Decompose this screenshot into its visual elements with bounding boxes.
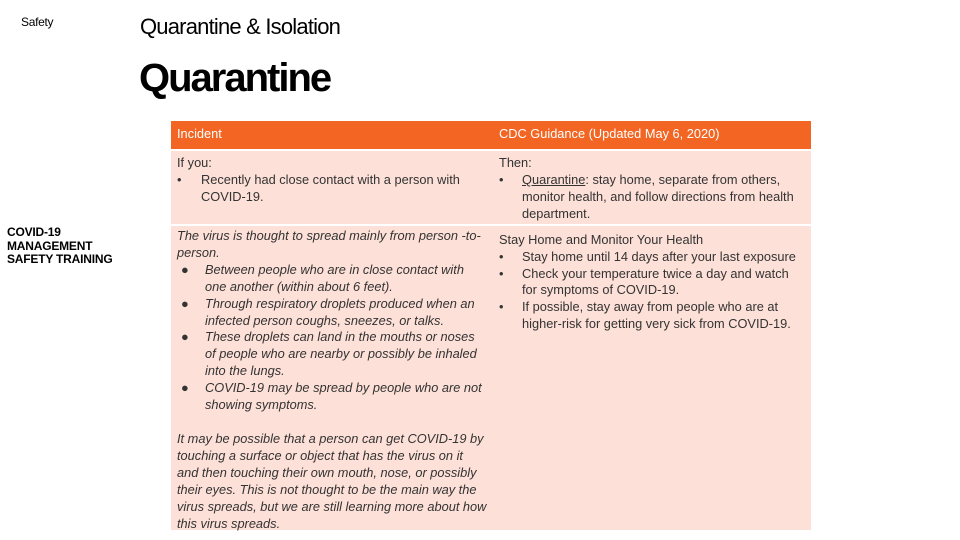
guidance-cell [491, 151, 811, 224]
table-row [171, 226, 811, 532]
guidance-table [171, 121, 811, 532]
list-item-text: Recently had close contact with a person with COVID-19. [201, 172, 460, 204]
bullet-icon: • [177, 172, 182, 187]
side-label: COVID-19 MANAGEMENT SAFETY TRAINING [7, 225, 113, 266]
header-title: Quarantine & Isolation [140, 14, 341, 39]
list-item [499, 249, 807, 266]
list-item [177, 296, 487, 330]
bullet-icon: • [499, 172, 504, 187]
bullet-icon: ● [181, 261, 189, 277]
section-tag: Safety [21, 15, 54, 29]
list-item-text: Check your temperature twice a day and watch for symptoms of COVID-19. [522, 265, 789, 298]
list-item-text: If possible, stay away from people who are at higher-risk for getting very sick from COVID-19. [522, 299, 791, 331]
list-item [177, 171, 487, 205]
list-item [177, 380, 487, 414]
bullet-icon: ● [181, 329, 189, 345]
guidance-intro: Then: [499, 155, 532, 170]
incident-outro: It may be possible that a person can get COVID-19 by touching a surface or object that has the virus on it and then touching their own mouth, nose, or possibly their eyes. This is not thought to be the main way the virus spreads, but we are still learning more about how this virus spreads. [177, 430, 487, 531]
spacer [177, 414, 487, 431]
guidance-cell [491, 226, 811, 530]
table-row [171, 151, 811, 226]
list-item [499, 171, 807, 222]
list-item-text: Between people who are in close contact with one another (within about 6 feet). [205, 261, 464, 294]
list-item [177, 329, 487, 380]
list-item-text [522, 171, 807, 222]
guidance-intro: Stay Home and Monitor Your Health [499, 232, 704, 247]
incident-cell [171, 151, 491, 224]
list-item [499, 266, 807, 300]
table-header-row [171, 121, 811, 151]
bullet-icon: ● [181, 295, 189, 311]
incident-cell [171, 226, 491, 530]
incident-intro: If you: [177, 155, 212, 170]
bullet-icon: ● [181, 380, 189, 396]
incident-intro: The virus is thought to spread mainly from person -to-person. [177, 228, 481, 260]
page-title: Quarantine [139, 56, 331, 100]
list-item-text: Through respiratory droplets produced when an infected person coughs, sneezes, or talks. [205, 295, 475, 328]
bullet-icon: • [499, 248, 504, 264]
list-item [177, 262, 487, 296]
list-item [499, 299, 807, 333]
list-item-text: These droplets can land in the mouths or noses of people who are nearby or possibly be inhaled into the lungs. [205, 329, 477, 379]
list-item-text: Stay home until 14 days after your last exposure [522, 248, 796, 264]
bullet-icon: • [499, 265, 504, 281]
quarantine-term: Quarantine [522, 172, 586, 187]
list-item-text: COVID-19 may be spread by people who are not showing symptoms. [205, 380, 482, 413]
quarantine-description: : stay home, separate from others, monitor health, and follow directions from health department. [522, 172, 794, 221]
bullet-icon: • [499, 299, 504, 315]
header-incident: Incident [177, 126, 222, 141]
header-cdc-guidance: CDC Guidance (Updated May 6, 2020) [499, 126, 720, 141]
